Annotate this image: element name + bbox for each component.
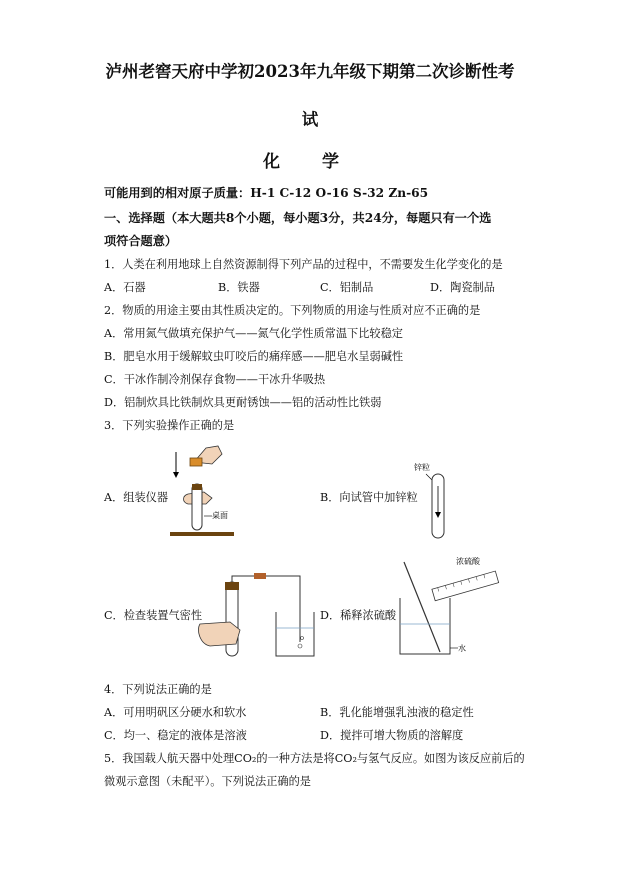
exam-title-line1: 泸州老窖天府中学初2023年九年级下期第二次诊断性考 [105,62,515,81]
q2-option-a: A．常用氮气做填充保护气——氮气化学性质常温下比较稳定 [104,327,403,340]
q3-option-a: A．组装仪器 [104,491,169,504]
q2-option-b: B．肥皂水用于缓解蚊虫叮咬后的痛痒感——肥皂水呈弱碱性 [104,350,404,363]
q3-option-b: B．向试管中加锌粒 [320,491,418,504]
q5-stem-cont: 微观示意图（未配平）。下列说法正确的是 [104,775,311,788]
q5-stem: 5．我国载人航天器中处理CO₂的一种方法是将CO₂与氢气反应。如图为该反应前后的 [104,752,525,765]
q2-stem: 2．物质的用途主要由其性质决定的。下列物质的用途与性质对应不正确的是 [104,304,481,317]
q4-stem: 4．下列说法正确的是 [104,683,212,696]
subject-title: 化 学 [263,152,357,172]
q1-stem: 1．人类在利用地球上自然资源制得下列产品的过程中，不需要发生化学变化的是 [104,258,503,271]
q3-d-acid-label: 浓硫酸 [456,557,480,566]
q3-a-desk-label: 桌面 [212,511,228,520]
q3-figure-d [392,554,508,658]
q1-option-d: D．陶瓷制品 [430,281,495,294]
q1-option-c: C．铝制品 [320,281,374,294]
section-heading-cont: 项符合题意） [104,234,178,248]
q1-option-b: B．铁器 [218,281,260,294]
q3-figure-c [196,568,320,660]
atomic-masses: 可能用到的相对原子质量：H-1 C-12 O-16 S-32 Zn-65 [104,186,429,200]
exam-title-line2: 试 [301,110,319,129]
q4-option-c: C．均一、稳定的液体是溶液 [104,729,247,742]
q4-option-a: A．可用明矾区分硬水和软水 [104,706,247,719]
q4-option-d: D．搅拌可增大物质的溶解度 [320,729,464,742]
q3-d-water-label: 水 [458,644,466,653]
q3-option-d: D．稀释浓硫酸 [320,609,397,622]
section-heading: 一、选择题（本大题共8个小题，每小题3分，共24分，每题只有一个选 [104,211,492,225]
q2-option-c: C．干冰作制冷剂保存食物——干冰升华吸热 [104,373,326,386]
q2-option-d: D．铝制炊具比铁制炊具更耐锈蚀——铝的活动性比铁弱 [104,396,382,409]
q3-option-c: C．检查装置气密性 [104,609,203,622]
q3-stem: 3．下列实验操作正确的是 [104,419,235,432]
q4-option-b: B．乳化能增强乳浊液的稳定性 [320,706,474,719]
q3-b-zinc-label: 锌粒 [414,463,430,472]
q3-figure-a [160,440,240,540]
q1-option-a: A．石器 [104,281,146,294]
